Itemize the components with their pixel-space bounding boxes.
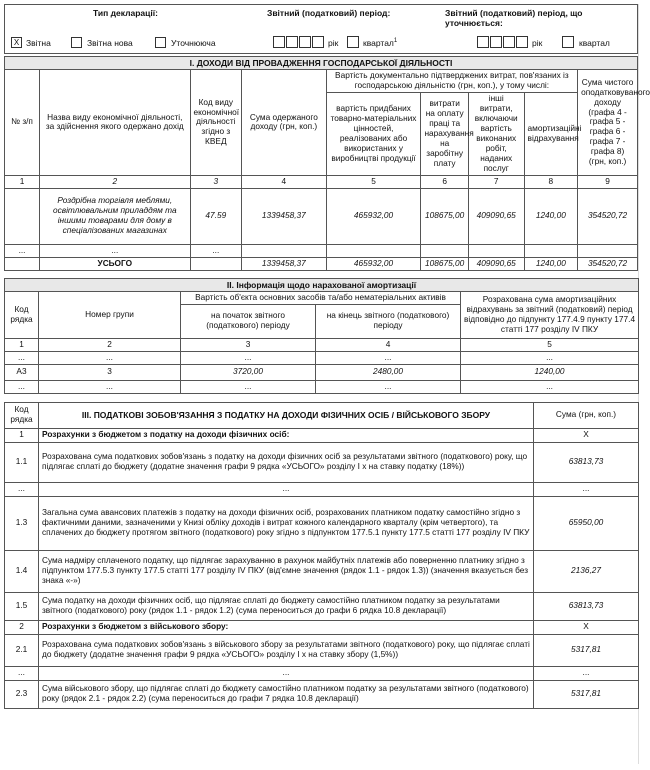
table-row bbox=[5, 351, 639, 364]
total-salary: 108675,00 bbox=[421, 257, 468, 270]
row-code-cell[interactable]: А3 bbox=[5, 364, 39, 380]
row-description-cell: ... bbox=[39, 666, 534, 680]
col-number: 2 bbox=[39, 338, 181, 351]
dots-cell: ... bbox=[181, 351, 316, 364]
col-header-end-value: на кінець звітного (податкового) періоду bbox=[316, 304, 461, 338]
row-code-cell: ... bbox=[5, 666, 39, 680]
total-net-income: 354520,72 bbox=[578, 257, 638, 270]
table-row bbox=[5, 244, 638, 257]
section-3-title: ІІІ. ПОДАТКОВІ ЗОБОВ'ЯЗАННЯ З ПОДАТКУ НА ДОХОДИ ФІЗИЧНИХ ОСІБ / ВІЙСЬКОВОГО ЗБОРУ bbox=[39, 402, 534, 428]
row-code-cell: 2.1 bbox=[5, 634, 39, 666]
activity-name-cell[interactable]: Роздрібна торгівля меблями, освітлювальним приладдям та іншими товарами для дому в спеціалізованих магазинах bbox=[40, 188, 191, 244]
amortization-cell[interactable]: 1240,00 bbox=[524, 188, 578, 244]
net-income-cell[interactable]: 354520,72 bbox=[578, 188, 638, 244]
row-description-cell: Розрахована сума податкових зобов'язань з військового збору за результатами звітного (податкового) року, що підлягає сплаті до бюджету (додатне значення графи 9 рядка «УСЬОГО» розділу І х на ставку збору (1,5%)) bbox=[39, 634, 534, 666]
other-cell[interactable]: 409090,65 bbox=[468, 188, 524, 244]
table-row bbox=[5, 380, 639, 393]
row-description-cell: Розрахунки з бюджетом з військового збору: bbox=[39, 620, 534, 634]
col-header-code: Код рядка bbox=[5, 291, 39, 338]
income-cell[interactable]: 1339458,37 bbox=[242, 188, 327, 244]
clarified-year-digit-box[interactable] bbox=[516, 36, 528, 48]
col-number: 1 bbox=[5, 338, 39, 351]
col-header-kved: Код виду економічної діяльності згідно з КВЕД bbox=[190, 70, 242, 176]
col-header-num: № з/п bbox=[5, 70, 40, 176]
col-number: 1 bbox=[5, 175, 40, 188]
start-value-cell[interactable]: 3720,00 bbox=[181, 364, 316, 380]
col-header-salary: витрати на оплату праці та нарахування на заробітну плату bbox=[421, 93, 468, 176]
col-header-goods: вартість придбаних товарно-матеріальних цінностей, реалізованих або використаних у виробництві продукції bbox=[326, 93, 421, 176]
table-row bbox=[5, 188, 638, 244]
section-2-amortization-table bbox=[4, 278, 639, 394]
table-row bbox=[5, 428, 639, 442]
clarified-quarter-label: квартал bbox=[579, 38, 610, 48]
dots-cell: ... bbox=[39, 380, 181, 393]
clarified-year-digit-box[interactable] bbox=[490, 36, 502, 48]
year-digit-box[interactable] bbox=[312, 36, 324, 48]
dots-cell: ... bbox=[316, 380, 461, 393]
table-row bbox=[5, 634, 639, 666]
type-reporting-label: Звітна bbox=[26, 38, 51, 48]
table-row bbox=[5, 364, 639, 380]
row-sum-cell[interactable]: 5317,81 bbox=[534, 680, 639, 708]
calc-amortization-cell[interactable]: 1240,00 bbox=[461, 364, 639, 380]
row-code-cell: 1.3 bbox=[5, 496, 39, 550]
table-row bbox=[5, 482, 639, 496]
row-description-cell: Розрахована сума податкових зобов'язань з податку на доходи фізичних осіб за результатами звітного (податкового) року, що підлягає сплаті до бюджету (додатне значення графи 9 рядка «УСЬОГО» розділу І х на ставку податку (18%)) bbox=[39, 442, 534, 482]
row-description-cell: Загальна сума авансових платежів з податку на доходи фізичних осіб, розрахованих платником податку самостійно згідно з фактичними даними, зазначеними у Книзі обліку доходів і витрат кожного календарного кварталу (крім четвертого), та сплачених до бюджету протягом звітного (податкового) року згідно з підпунктом 177.5.1 пункту 177.5 статті 177 розділу IV ПКУ bbox=[39, 496, 534, 550]
col-number: 6 bbox=[421, 175, 468, 188]
dots-cell: ... bbox=[5, 351, 39, 364]
quarter-box[interactable] bbox=[347, 36, 359, 48]
table-row bbox=[5, 496, 639, 550]
dots-cell: ... bbox=[5, 380, 39, 393]
col-header-other: інші витрати, включаючи вартість виконаних робіт, наданих послуг bbox=[468, 93, 524, 176]
col-number: 5 bbox=[461, 338, 639, 351]
col-number: 4 bbox=[316, 338, 461, 351]
declaration-page bbox=[4, 4, 650, 764]
row-sum-cell[interactable]: 5317,81 bbox=[534, 634, 639, 666]
col-number: 9 bbox=[578, 175, 638, 188]
total-goods: 465932,00 bbox=[326, 257, 421, 270]
row-description-cell: Сума військового збору, що підлягає сплаті до бюджету самостійно платником податку за результатами звітного (податкового) року (рядок 2.1 - рядок 2.2) (сума переноситься до графи 7 рядка 10.8 декларації) bbox=[39, 680, 534, 708]
col-header-group: Номер групи bbox=[39, 291, 181, 338]
col-header-code: Код рядка bbox=[5, 402, 39, 428]
dots-cell: ... bbox=[40, 244, 191, 257]
table-row bbox=[5, 442, 639, 482]
row-description-cell: Сума надміру сплаченого податку, що підлягає зарахуванню в рахунок майбутніх платежів або поверненню платнику згідно з підпунктом 177.5.3 пункту 177.5 статті 177 розділу IV ПКУ (від'ємне значення (рядок 1.1 - рядок 1.3)) (значення вказується без знака «-») bbox=[39, 550, 534, 592]
dots-cell: ... bbox=[461, 380, 639, 393]
clarified-quarter-box[interactable] bbox=[562, 36, 574, 48]
table-row bbox=[5, 592, 639, 620]
col-header-asset-value: Вартість об'єкта основних засобів та/або нематеріальних активів bbox=[181, 291, 461, 304]
period-label: Звітний (податковий) період: bbox=[267, 8, 391, 18]
type-new-label: Звітна нова bbox=[87, 38, 133, 48]
col-number: 4 bbox=[242, 175, 327, 188]
table-row bbox=[5, 620, 639, 634]
declaration-type-header bbox=[4, 4, 638, 54]
row-description-cell: Сума податку на доходи фізичних осіб, що підлягає сплаті до бюджету самостійно платником податку за результатами звітного (податкового) року (рядок 1.1 - рядок 1.2) (сума переноситься до графи 6 рядка 10.8 декларації) bbox=[39, 592, 534, 620]
dots-cell: ... bbox=[5, 244, 40, 257]
col-header-calc-amortization: Розрахована сума амортизаційних відрахувань за звітний (податковий) період відповідно до підпункту 177.4.9 пункту 177.4 статті 177 розділу IV ПКУ bbox=[461, 291, 639, 338]
col-number: 2 bbox=[40, 175, 191, 188]
row-num-cell[interactable] bbox=[5, 188, 40, 244]
col-header-amortization: амортизаційні відрахування bbox=[524, 93, 578, 176]
col-number: 5 bbox=[326, 175, 421, 188]
col-number: 3 bbox=[190, 175, 242, 188]
col-header-income: Сума одержаного доходу (грн, коп.) bbox=[242, 70, 327, 176]
section-3-tax-liabilities-table bbox=[4, 402, 639, 709]
type-reporting-checkbox[interactable]: X bbox=[11, 37, 22, 48]
clarified-year-digit-box[interactable] bbox=[503, 36, 515, 48]
col-header-sum: Сума (грн, коп.) bbox=[534, 402, 639, 428]
row-description-cell: ... bbox=[39, 482, 534, 496]
row-sum-cell: Х bbox=[534, 428, 639, 442]
type-new-checkbox[interactable] bbox=[71, 37, 82, 48]
row-description-cell: Розрахунки з бюджетом з податку на доходи фізичних осіб: bbox=[39, 428, 534, 442]
col-header-activity-name: Назва виду економічної діяльності, за здійснення якого одержано дохід bbox=[40, 70, 191, 176]
kved-cell[interactable]: 47.59 bbox=[190, 188, 242, 244]
row-code-cell: 1.1 bbox=[5, 442, 39, 482]
row-sum-cell: ... bbox=[534, 482, 639, 496]
row-sum-cell[interactable]: 63813,73 bbox=[534, 442, 639, 482]
type-clarifying-label: Уточнююча bbox=[171, 38, 216, 48]
row-sum-cell[interactable]: 65950,00 bbox=[534, 496, 639, 550]
row-code-cell: 1.4 bbox=[5, 550, 39, 592]
section-1-title: І. ДОХОДИ ВІД ПРОВАДЖЕННЯ ГОСПОДАРСЬКОЇ ДІЯЛЬНОСТІ bbox=[5, 57, 638, 70]
declaration-type-label: Тип декларації: bbox=[93, 8, 158, 18]
row-code-cell: 2 bbox=[5, 620, 39, 634]
row-sum-cell: ... bbox=[534, 666, 639, 680]
col-header-start-value: на початок звітного (податкового) періоду bbox=[181, 304, 316, 338]
end-value-cell[interactable]: 2480,00 bbox=[316, 364, 461, 380]
quarter-label: квартал$^1$ bbox=[363, 38, 398, 48]
year-label: рік bbox=[328, 38, 339, 48]
dots-cell: ... bbox=[316, 351, 461, 364]
clarified-year-label: рік bbox=[532, 38, 543, 48]
table-row bbox=[5, 680, 639, 708]
total-label: УСЬОГО bbox=[40, 257, 191, 270]
group-cell[interactable]: 3 bbox=[39, 364, 181, 380]
row-code-cell: 1 bbox=[5, 428, 39, 442]
goods-cell[interactable]: 465932,00 bbox=[326, 188, 421, 244]
row-sum-cell[interactable]: 2136,27 bbox=[534, 550, 639, 592]
type-clarifying-checkbox[interactable] bbox=[155, 37, 166, 48]
year-digit-box[interactable] bbox=[299, 36, 311, 48]
total-row bbox=[5, 257, 638, 270]
salary-cell[interactable]: 108675,00 bbox=[421, 188, 468, 244]
period-clarified-label: Звітний (податковий) період, що уточнюється: bbox=[445, 8, 583, 28]
clarified-year-digit-box[interactable] bbox=[477, 36, 489, 48]
row-code-cell: ... bbox=[5, 482, 39, 496]
row-sum-cell: Х bbox=[534, 620, 639, 634]
col-header-expenses-group: Вартість документально підтверджених витрат, пов'язаних із господарською діяльністю (грн, коп.), у тому числі: bbox=[326, 70, 578, 93]
table-row bbox=[5, 666, 639, 680]
row-code-cell: 2.3 bbox=[5, 680, 39, 708]
table-row bbox=[5, 550, 639, 592]
col-number: 8 bbox=[524, 175, 578, 188]
year-digit-box[interactable] bbox=[273, 36, 285, 48]
col-number: 7 bbox=[468, 175, 524, 188]
total-other: 409090,65 bbox=[468, 257, 524, 270]
col-header-net-income: Сума чистого оподатковуваного доходу (графа 4 - графа 5 - графа 6 - графа 7 - графа 8) (грн, коп.) bbox=[578, 70, 638, 176]
dots-cell: ... bbox=[181, 380, 316, 393]
section-2-title: ІІ. Інформація щодо нарахованої амортизації bbox=[5, 278, 639, 291]
total-amortization: 1240,00 bbox=[524, 257, 578, 270]
dots-cell: ... bbox=[190, 244, 242, 257]
section-1-income-table bbox=[4, 56, 650, 271]
year-digit-box[interactable] bbox=[286, 36, 298, 48]
total-income: 1339458,37 bbox=[242, 257, 327, 270]
row-code-cell: 1.5 bbox=[5, 592, 39, 620]
col-number: 3 bbox=[181, 338, 316, 351]
dots-cell: ... bbox=[39, 351, 181, 364]
dots-cell: ... bbox=[461, 351, 639, 364]
row-sum-cell[interactable]: 63813,73 bbox=[534, 592, 639, 620]
